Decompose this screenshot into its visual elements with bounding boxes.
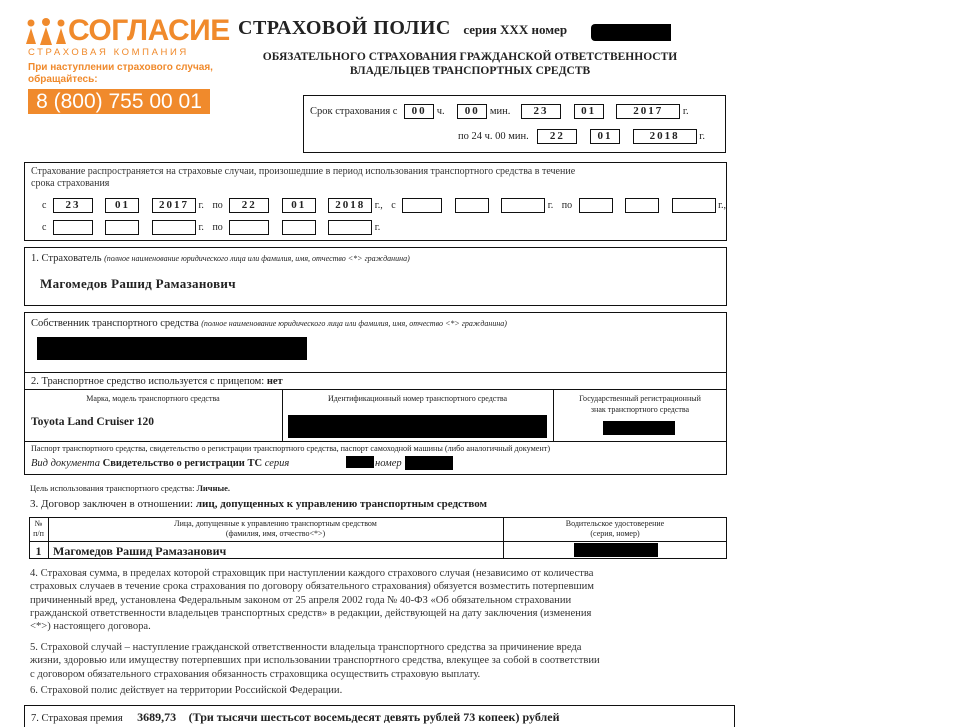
clause-6: 6. Страховой полис действует на территории Российской Федерации. <box>30 685 343 696</box>
period1-to-year: 2018 <box>328 198 372 213</box>
license-redacted <box>574 543 658 557</box>
period2-from-month <box>455 198 489 213</box>
col-vin-header: Идентификационный номер транспортного средства <box>327 394 508 403</box>
term-to-month: 01 <box>590 129 620 144</box>
doc-number-redacted <box>405 456 453 470</box>
insurer-name: Магомедов Рашид Рамазанович <box>40 276 236 291</box>
period2-from-year <box>501 198 545 213</box>
term-hour: 00 <box>404 104 434 119</box>
term-from-day: 23 <box>521 104 561 119</box>
period2-to-month <box>625 198 659 213</box>
clause-4: 4. Страховая сумма, в пределах которой страховщик при наступлении каждого страхового случая (независимо от количества страховых случаев в течение срока страхования по договору обязательного страхования) обязуется возместить потерпевшим причиненный вред, установлена Федеральным законом от 25 апреля 2002 года № 40-ФЗ «Об обязательном страховании гражданской ответственности владельцев транспортных средств» в редакции, действующей на дату заключения (изменения <*>) настоящего договора. <box>30 568 594 633</box>
term-to-row: по 24 ч. 00 мин. 22 01 2018 г. <box>458 130 706 142</box>
term-from-row: Срок страхования с 00 ч. 00 мин. 23 01 2017 г. <box>310 105 689 117</box>
period3-to-year <box>328 220 372 235</box>
term-from-year: 2017 <box>616 104 680 119</box>
driver-row-name: Магомедов Рашид Рамазанович <box>53 544 227 558</box>
coverage-text: Страхование распространяется на страховые случаи, произошедшие в период использования транспортного средства в течение срока страхования <box>31 166 576 189</box>
owner-label-row: Собственник транспортного средства (полное наименование юридического лица или фамилия, имя, отчество <*> гражданина) <box>31 318 507 329</box>
doc-type-row: Вид документа Свидетельство о регистрации ТС серия <box>31 458 290 469</box>
period2-to-day <box>579 198 613 213</box>
col-license-header: Водительское удостоверение (серия, номер) <box>565 519 665 538</box>
premium-words: (Три тысячи шестьсот восемьдесят девять рублей 73 копеек) рублей <box>188 710 560 724</box>
term-to-day: 22 <box>537 129 577 144</box>
series-label: серия XXX номер <box>463 22 568 37</box>
period1-from-day: 23 <box>53 198 93 213</box>
insurer-label-row: 1. Страхователь (полное наименование юридического лица или фамилия, имя, отчество <*> гражданина) <box>31 253 410 264</box>
doc-series-redacted <box>346 456 374 468</box>
period3-from-year <box>152 220 196 235</box>
premium-label: 7. Страховая премия <box>31 713 123 724</box>
vehicle-table-bottom <box>24 441 727 442</box>
owner-divider <box>24 372 727 373</box>
logo-subtitle: СТРАХОВАЯ КОМПАНИЯ <box>28 47 189 58</box>
coverage-period-row-2: с г. по г. <box>42 220 380 235</box>
plate-redacted <box>603 421 675 435</box>
contract-row: 3. Договор заключен в отношении: лиц, допущенных к управлению транспортным средством <box>30 498 487 510</box>
period2-to-year <box>672 198 716 213</box>
logo-brand: СОГЛАСИЕ <box>68 14 230 47</box>
col-make-header: Марка, модель транспортного средства <box>86 394 220 403</box>
premium-amount: 3689,73 <box>137 710 177 724</box>
usage-purpose: Цель использования транспортного средства: Личные. <box>30 483 231 493</box>
col-plate-header: Государственный регистрационный знак транспортного средства <box>579 394 701 414</box>
period3-from-day <box>53 220 93 235</box>
period3-to-month <box>282 220 316 235</box>
period1-from-month: 01 <box>105 198 139 213</box>
policy-number-redacted <box>591 24 671 41</box>
term-from-month: 01 <box>574 104 604 119</box>
period1-to-month: 01 <box>282 198 316 213</box>
coverage-period-row-1: с 23 01 2017 г. по 22 01 2018 г., с г. по г., <box>42 199 727 211</box>
vehicle-table-top <box>24 389 727 390</box>
col-persons-header: Лица, допущенные к управлению транспортным средством (фамилия, имя, отчество<*>) <box>174 519 377 538</box>
period2-from-day <box>402 198 442 213</box>
doc-number-label: номер <box>375 458 402 469</box>
clause-5: 5. Страховой случай – наступление гражданской ответственности владельца транспортного средства за причинение вреда жизни, здоровью или имуществу потерпевших при использовании транспортного средства, влекущее за собой в соответствии с договором обязательного страхования обязанность страховщика осуществить страховую выплату. <box>30 642 600 680</box>
term-minute: 00 <box>457 104 487 119</box>
policy-title-row <box>238 17 567 40</box>
logo-contact-note: При наступлении страхового случая, обращайтесь: <box>28 62 213 85</box>
phone-badge <box>28 89 210 114</box>
vin-redacted <box>288 415 547 438</box>
vehicle-make-value: Toyota Land Cruiser 120 <box>31 416 155 428</box>
period1-to-day: 22 <box>229 198 269 213</box>
phone-number: 8 (800) 755 00 01 <box>36 90 202 113</box>
driver-row-no: 1 <box>35 544 42 558</box>
term-to-year: 2018 <box>633 129 697 144</box>
period1-from-year: 2017 <box>152 198 196 213</box>
owner-name-redacted <box>37 337 307 360</box>
trailer-row: 2. Транспортное средство используется с прицепом: нет <box>31 376 283 387</box>
period3-to-day <box>229 220 269 235</box>
period3-from-month <box>105 220 139 235</box>
policy-subtitle: ОБЯЗАТЕЛЬНОГО СТРАХОВАНИЯ ГРАЖДАНСКОЙ ОТВЕТСТВЕННОСТИ ВЛАДЕЛЬЦЕВ ТРАНСПОРТНЫХ СРЕДСТВ <box>262 51 678 77</box>
passport-label: Паспорт транспортного средства, свидетельство о регистрации транспортного средства, паспорт самоходной машины (либо аналогичный документ) <box>31 444 551 453</box>
premium-row <box>31 710 560 725</box>
logo-people-icon <box>24 18 68 46</box>
drivers-header-divider <box>29 541 727 542</box>
col-no-header: № п/п <box>33 519 44 538</box>
page-title: СТРАХОВОЙ ПОЛИС <box>238 17 451 39</box>
